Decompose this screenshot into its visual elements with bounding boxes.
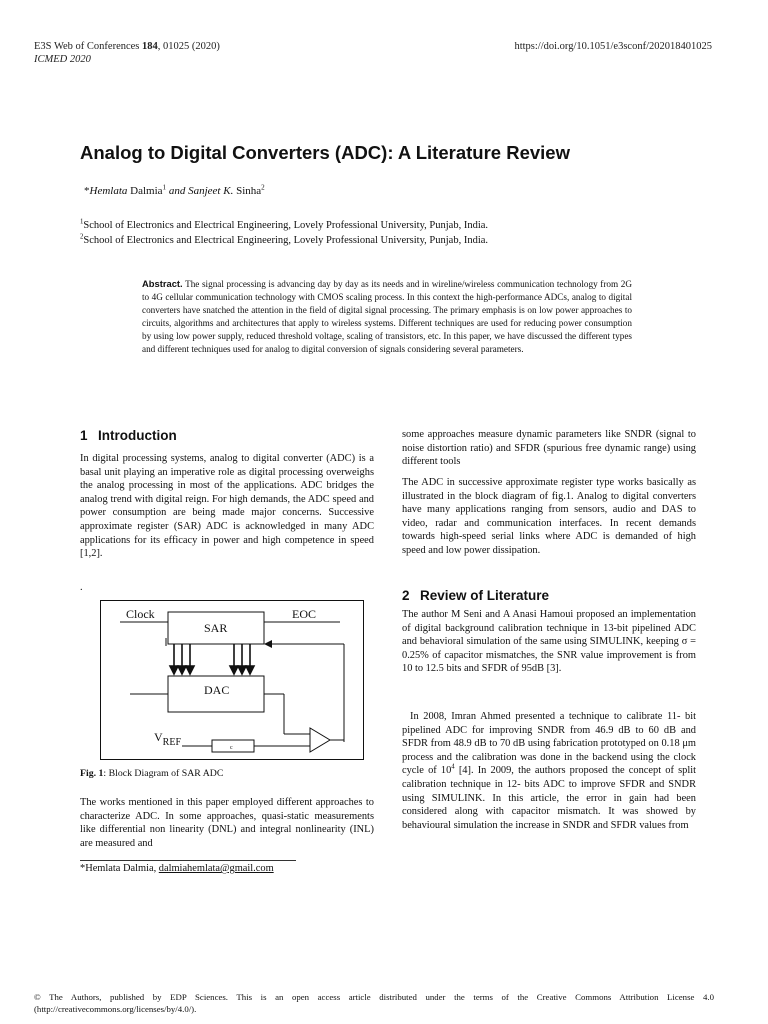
abstract <box>142 277 632 356</box>
figure-caption: Fig. 1: Block Diagram of SAR ADC <box>80 768 224 779</box>
dac-label: DAC <box>204 683 230 697</box>
author-1-last: Dalmia <box>127 185 163 197</box>
conference-name: ICMED 2020 <box>34 54 91 65</box>
journal-header <box>34 40 220 53</box>
eoc-label: EOC <box>292 607 316 621</box>
doi-link[interactable]: https://doi.org/10.1051/e3sconf/202018401025 <box>514 41 712 52</box>
sample-hold-mark: c <box>230 745 233 751</box>
author-line: *Hemlata Dalmia$^1$ and Sanjeet K. Sinha$^2$ <box>84 183 265 197</box>
article-number: , 01025 (2020) <box>157 41 220 52</box>
affiliation-1: $^1$School of Electronics and Electrical Engineering, Lovely Professional University, Punjab, India. <box>80 218 489 231</box>
author-email-link[interactable]: dalmiahemlata@gmail.com <box>158 863 274 874</box>
author-join: and <box>166 185 189 197</box>
journal-volume: 184 <box>142 41 158 52</box>
review-paragraph-2: In 2008, Imran Ahmed presented a technique to calibrate 11- bit pipelined ADC for improving SNDR from 46.9 dB to 60 dB and SFDR from 48.9 dB to 70 dB using fabrication prototyped on 0.18 μm process and the calibration was done in the backend using the clock cycle of $10^4$ [4]. In 2009, the authors proposed the concept of split calibration technique in 12- bits ADC to improve SFDR and SNDR using SIMULINK. In this article, the error in gain had been considered along with capacitor mismatch. It was showed by behavioural simulation the increase in SNDR and SFDR values from <box>402 711 696 831</box>
comparator <box>310 728 330 752</box>
author-1-first: Hemlata <box>89 185 128 197</box>
journal-name: E3S Web of Conferences <box>34 41 143 52</box>
intro-paragraph: In digital processing systems, analog to digital converter (ADC) is a basal unit playing an imperative role as digital processing overweighs the analog processing in most of the applications. ADC bridges the analog trend with digital reign. For high demands, the ADC speed and power consumption are being made major concerns. Successive approximate register (SAR) ADC is acknowledged in many ADC applications for its efficacy in power and high competence in speed [1,2]. <box>80 453 374 560</box>
affiliation-2: $^2$School of Electronics and Electrical Engineering, Lovely Professional University, Punjab, India. <box>80 233 489 246</box>
author-2-first: Sanjeet K. <box>188 185 234 197</box>
abstract-label: Abstract. <box>142 278 183 289</box>
sample-hold-block <box>212 740 254 752</box>
continued-paragraph: some approaches measure dynamic parameters like SNDR (signal to noise distortion ratio) and SFDR (spurious free dynamic range) using different tools <box>402 429 696 468</box>
corresponding-author-footnote: *Hemlata Dalmia, dalmiahemlata@gmail.com <box>80 860 296 876</box>
paper-title: Analog to Digital Converters (ADC): A Literature Review <box>80 142 570 163</box>
author-2-last: Sinha <box>233 185 262 197</box>
review-paragraph-1: The author M Seni and A Anasi Hamoui proposed an implementation of digital background calibration technique in 13-bit pipelined ADC and behavioral simulation of the same using SIMULINK, keeping σ = 0.25% of capacitor mismatches, the SNR value improvement is from 10 to 12.5 bits and SFDR of 95dB [3]. <box>402 609 696 675</box>
sar-label: SAR <box>204 621 228 635</box>
stray-dot: . <box>80 582 83 593</box>
section-heading-review: 2 Review of Literature <box>402 588 550 603</box>
sar-adc-block-diagram <box>100 600 364 760</box>
clock-label: Clock <box>126 607 155 621</box>
license-notice: © The Authors, published by EDP Sciences. This is an open access article distributed under the terms of the Creative Commons Attribution License 4.0 (http://creativecommons.org/licenses/by/4.0/). <box>34 992 714 1014</box>
works-paragraph: The works mentioned in this paper employed different approaches to characterize ADC. In some approaches, quasi-static measurements like differential non linearity (DNL) and integral nonlinearity (INL) are measured and <box>80 797 374 849</box>
vref-label: $V_{REF}$ <box>154 730 182 748</box>
sar-paragraph: The ADC in successive approximate register type works basically as illustrated in the block diagram of fig.1. Analog to digital converters have many applications ranging from sensors, audio and DAS to video, radar and communication interfaces. In recent demands towards high-speed serial links where ADC is demanded of high speed and low power dissipation. <box>402 477 696 556</box>
abstract-text: The signal processing is advancing day by day as its needs and in wireline/wireless communication technology from 2G to 4G cellular communication technology with CMOS scaling process. In this context the high-performance ADCs, analog to digital converters have snatched the attention in the field of digital signal processing. The primary emphasis is on low power approaches to circuits, algorithms and architectures that apply to wireless systems. Different techniques are used for reducing power consumption by using low power supply, reduced threshold voltage, scaling of transistors, etc. In this paper, we have discussed the different types and different techniques used for analog to digital conversion of signals considering several parameters. <box>142 279 632 354</box>
section-heading-introduction: 1 Introduction <box>80 428 177 443</box>
